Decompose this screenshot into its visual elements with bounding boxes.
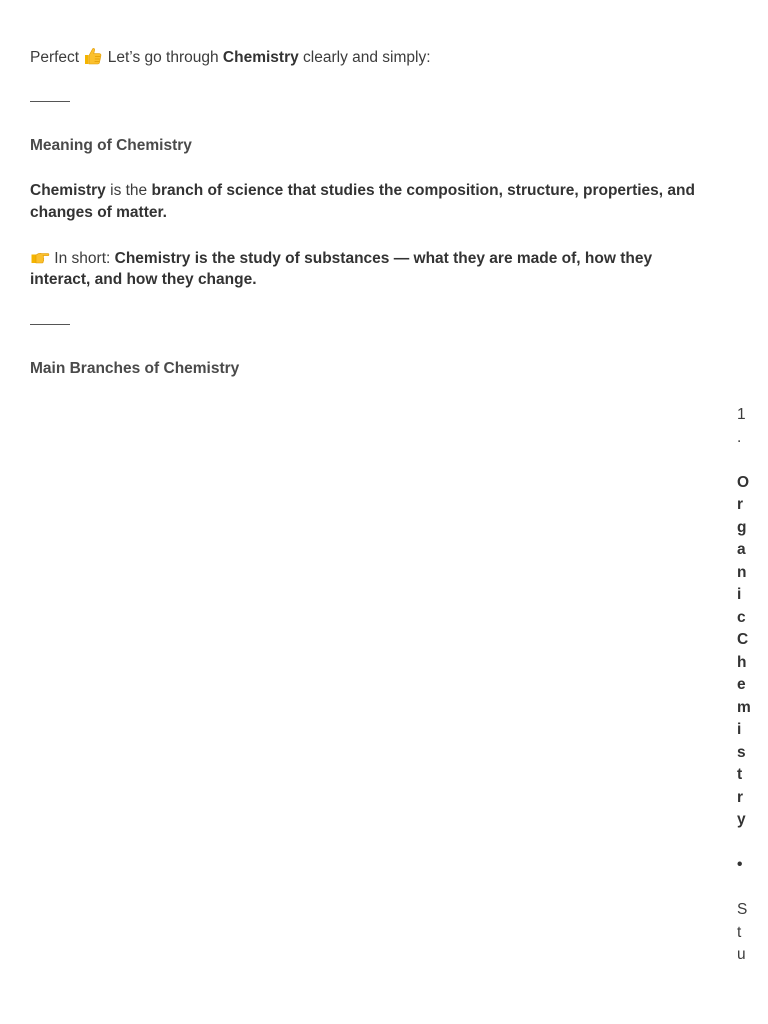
overflow-gap-2 xyxy=(737,832,747,855)
overflow-word-char: i xyxy=(737,586,742,603)
overflow-word-char: c xyxy=(737,608,746,626)
overflow-number: 1 xyxy=(737,406,746,423)
overflow-word-char: h xyxy=(737,653,747,671)
short-text-2: interact, and how they change. xyxy=(30,271,257,288)
overflow-word-char: a xyxy=(737,541,746,558)
intro-line xyxy=(30,46,730,69)
intro-prefix: Perfect xyxy=(30,49,84,66)
short-text-1: Chemistry is the study of substances — what they are made of, how they xyxy=(114,250,653,267)
overflow-word-char: C xyxy=(737,631,749,648)
overflow-bullet: • xyxy=(737,856,743,873)
overflow-text-column xyxy=(737,404,751,967)
intro-suffix: clearly and simply: xyxy=(298,49,431,66)
overflow-word-char: t xyxy=(737,766,743,783)
overflow-word-char: n xyxy=(737,563,747,581)
overflow-tail-char: t xyxy=(737,923,742,941)
intro-subject: Chemistry xyxy=(222,49,299,66)
meaning-heading xyxy=(30,135,730,157)
overflow-word-char: i xyxy=(737,721,742,738)
overflow-word-char: g xyxy=(737,518,747,536)
overflow-word-char: r xyxy=(737,788,744,806)
divider-2 xyxy=(30,324,70,325)
definition-term: Chemistry xyxy=(30,182,106,199)
overflow-word-char: s xyxy=(737,743,746,761)
overflow-gap-1 xyxy=(737,449,747,472)
intro-middle: Let’s go through xyxy=(103,49,223,66)
branches-heading-text: Main Branches of Chemistry xyxy=(30,360,240,377)
branches-heading xyxy=(30,358,730,380)
meaning-heading-text: Meaning of Chemistry xyxy=(30,137,192,154)
definition-line-1 xyxy=(30,180,730,202)
overflow-tail-char: S xyxy=(737,901,748,918)
overflow-tail-char: u xyxy=(737,946,746,963)
thumbs-up-icon xyxy=(83,46,103,66)
pointing-hand-icon xyxy=(30,247,50,267)
overflow-word-char: m xyxy=(737,698,751,716)
definition-line-2 xyxy=(30,202,730,224)
definition-text-2: changes of matter. xyxy=(30,204,167,221)
overflow-word-char: e xyxy=(737,676,746,693)
overflow-tail xyxy=(737,899,747,967)
short-label: In short: xyxy=(50,250,115,267)
overflow-word-char: y xyxy=(737,811,746,828)
overflow-word-char: O xyxy=(737,473,750,491)
overflow-gap-3 xyxy=(737,877,747,900)
overflow-word-char: r xyxy=(737,496,744,513)
overflow-word xyxy=(737,472,751,832)
short-line-2 xyxy=(30,269,730,291)
short-line-1 xyxy=(30,247,730,270)
overflow-dot: . xyxy=(737,428,742,446)
divider-1 xyxy=(30,101,70,102)
definition-connector: is the xyxy=(105,182,152,199)
definition-text-1: branch of science that studies the composition, structure, properties, and xyxy=(151,182,695,199)
